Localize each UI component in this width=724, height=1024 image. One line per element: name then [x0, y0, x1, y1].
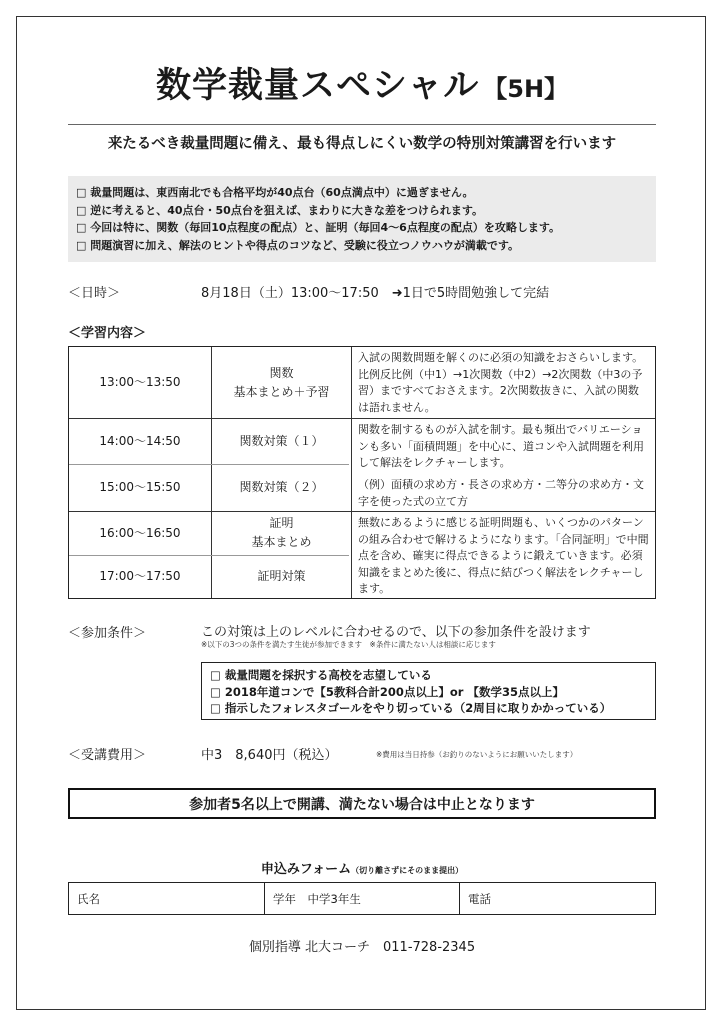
phone-field[interactable]: 電話	[468, 891, 491, 906]
note-item: □ 今回は特に、関数（毎回10点程度の配点）と、証明（毎回4〜6点程度の配点）を攻略します。	[76, 221, 560, 234]
form-title-note: （切り離さずにそのまま提出）	[351, 866, 464, 875]
topic-line: 証明	[269, 516, 294, 530]
condition-item: □ 裁量問題を採択する高校を志望している	[210, 668, 432, 682]
form-title	[0, 858, 724, 877]
topic-cell	[212, 511, 351, 555]
condition-item: □ 指示したフォレスタゴールをやり切っている（2周目に取りかかっている）	[210, 701, 612, 715]
note-item: □ 裁量問題は、東西南北でも合格平均が40点台（60点満点中）に過ぎません。	[76, 186, 474, 199]
topic-line: 関数	[269, 365, 294, 380]
fee-value: 中3 8,640円（税込）	[201, 748, 338, 763]
note-item: □ 逆に考えると、40点台・50点台を狙えば、まわりに大きな差をつけられます。	[76, 203, 483, 217]
application-form	[68, 882, 656, 915]
topic-cell: 証明対策	[257, 569, 306, 583]
time-cell: 13:00〜13:50	[99, 375, 181, 389]
topic-line: 基本まとめ	[251, 535, 312, 549]
form-title-text: 申込みフォーム	[260, 862, 352, 877]
conditions-lead: この対策は上のレベルに合わせるので、以下の参加条件を設けます	[201, 625, 591, 640]
description-cell: 無数にあるように感じる証明問題も、いくつかのパターンの組み合わせで解けるようになります。「合同証明」で中間点を含め、確実に得点できるように鍛えていきます。必須知識をまとめた後に、得点に結びつく解法をレクチャーします。	[358, 516, 649, 595]
topic-cell: 関数対策（１）	[239, 433, 324, 448]
description-cell: 関数を制するものが入試を制す。最も頻出でバリエーションも多い「面積問題」を中心に、道コンや入試問題を利用して解法をレクチャーします。	[358, 423, 644, 469]
condition-item: □ 2018年道コンで【5教科合計200点以上】or 【数学35点以上】	[210, 684, 564, 699]
page-title	[0, 58, 724, 108]
fee-label: ＜受講費用＞	[68, 748, 147, 763]
notes-box	[68, 176, 656, 262]
fee-note: ※費用は当日持参（お釣りのないようにお願いいたします）	[376, 750, 578, 759]
subtitle: 来たるべき裁量問題に備え、最も得点しにくい数学の特別対策講習を行います	[68, 124, 656, 153]
footer-contact: 個別指導 北大コーチ 011-728-2345	[248, 940, 476, 955]
schedule-table	[68, 346, 656, 599]
time-cell: 15:00〜15:50	[99, 480, 181, 494]
time-cell: 16:00〜16:50	[99, 525, 181, 540]
title-tag: 【5H】	[483, 75, 569, 103]
description-cell: （例）面積の求め方・長さの求め方・二等分の求め方・文字を使った式の立て方	[358, 478, 644, 508]
note-item: □ 問題演習に加え、解法のヒントや得点のコツなど、受験に役立つノウハウが満載です。	[76, 238, 519, 252]
conditions-label: ＜参加条件＞	[68, 626, 147, 641]
time-cell: 14:00〜14:50	[99, 433, 181, 448]
description-cell: 入試の関数問題を解くのに必須の知識をおさらいします。比例反比例（中1）→1次関数（中2）→2次関数（中3の予習）まですべておさえます。2次関数抜きに、入試の関数は語れません。	[358, 351, 644, 414]
topic-cell	[212, 347, 351, 418]
time-cell: 17:00〜17:50	[99, 569, 181, 583]
conditions-box	[201, 662, 656, 720]
topic-line: 基本まとめ＋予習	[233, 384, 330, 399]
grade-field[interactable]: 学年 中学3年生	[265, 883, 460, 914]
topic-cell: 関数対策（２）	[239, 480, 324, 494]
datetime-value: 8月18日（土）13:00〜17:50 ➜1日で5時間勉強して完結	[201, 286, 550, 301]
notice-box: 参加者5名以上で開講、満たない場合は中止となります	[68, 788, 656, 819]
title-main: 数学裁量スペシャル	[155, 66, 480, 106]
content-label: ＜学習内容＞	[68, 326, 147, 341]
conditions-small-note: ※以下の3つの条件を満たす生徒が参加できます ※条件に満たない人は相談に応じます	[201, 640, 496, 649]
name-field[interactable]: 氏名	[69, 883, 265, 914]
datetime-label: ＜日時＞	[68, 286, 121, 301]
